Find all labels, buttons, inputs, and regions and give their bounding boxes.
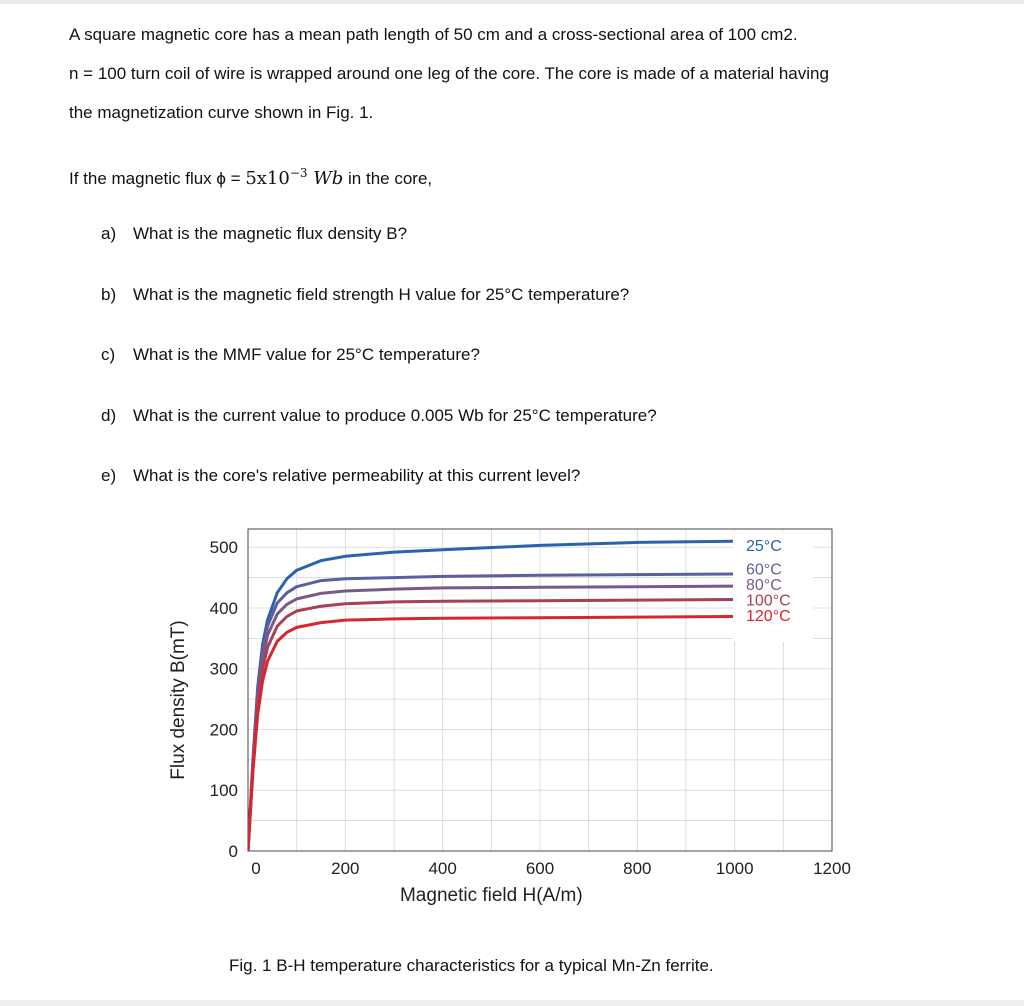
y-tick-label: 500 bbox=[209, 538, 238, 558]
question-a bbox=[101, 222, 407, 246]
question-text: What is the magnetic flux density B? bbox=[133, 224, 408, 243]
legend-label-4: 120°C bbox=[746, 608, 791, 625]
flux-suffix: in the core, bbox=[343, 169, 433, 188]
flux-prefix: If the magnetic flux ϕ = bbox=[69, 169, 246, 188]
legend-label-1: 60°C bbox=[746, 561, 782, 579]
flux-statement bbox=[69, 157, 432, 195]
question-b bbox=[101, 283, 629, 307]
x-tick-label: 600 bbox=[525, 859, 555, 878]
x-tick-label: 0 bbox=[251, 859, 261, 878]
legend-label-0: 25°C bbox=[746, 538, 782, 555]
legend-label-2: 80°C bbox=[746, 577, 782, 594]
question-c bbox=[101, 343, 480, 367]
flux-exponent: −3 bbox=[289, 166, 308, 180]
y-tick-label: 0 bbox=[228, 842, 238, 861]
question-text: What is the MMF value for 25°C temperature? bbox=[133, 345, 480, 364]
y-tick-label: 400 bbox=[209, 598, 238, 618]
legend-label-3: 100°C bbox=[746, 592, 791, 610]
x-axis-label: Magnetic field H(A/m) bbox=[399, 885, 583, 906]
top-border bbox=[0, 0, 1024, 4]
bottom-border bbox=[0, 1000, 1024, 1006]
question-label: e) bbox=[101, 466, 117, 485]
flux-unit: Wb bbox=[313, 168, 344, 189]
x-tick-label: 200 bbox=[331, 859, 360, 878]
y-tick-label: 200 bbox=[209, 720, 238, 740]
question-e bbox=[101, 464, 580, 488]
question-text: What is the current value to produce 0.005 Wb for 25°C temperature? bbox=[133, 406, 657, 425]
question-text: What is the core's relative permeability at this current level? bbox=[133, 466, 581, 485]
y-tick-label: 300 bbox=[209, 659, 238, 679]
question-d bbox=[101, 404, 657, 428]
x-tick-label: 1200 bbox=[813, 859, 851, 878]
problem-line-3: the magnetization curve shown in Fig. 1. bbox=[69, 103, 374, 122]
x-tick-label: 800 bbox=[623, 859, 652, 878]
flux-value: $5x10^{-3}$ Wb bbox=[245, 166, 344, 189]
figure-caption: Fig. 1 B-H temperature characteristics for a typical Mn-Zn ferrite. bbox=[229, 956, 714, 975]
x-tick-label: 400 bbox=[428, 859, 457, 878]
y-tick-label: 100 bbox=[209, 781, 238, 801]
bh-chart-svg bbox=[160, 520, 860, 920]
question-label: a) bbox=[101, 224, 117, 243]
question-label: b) bbox=[101, 285, 117, 304]
problem-line-2: n = 100 turn coil of wire is wrapped around one leg of the core. The core is made of a material having bbox=[69, 64, 829, 83]
problem-line-1: A square magnetic core has a mean path length of 50 cm and a cross-sectional area of 100 cm2. bbox=[69, 25, 798, 44]
question-label: d) bbox=[101, 406, 117, 425]
question-label: c) bbox=[101, 345, 116, 364]
y-axis-label: Flux density B(mT) bbox=[168, 620, 189, 780]
x-tick-label: 1000 bbox=[715, 859, 754, 878]
bh-chart bbox=[160, 520, 860, 920]
question-text: What is the magnetic field strength H value for 25°C temperature? bbox=[133, 285, 630, 304]
